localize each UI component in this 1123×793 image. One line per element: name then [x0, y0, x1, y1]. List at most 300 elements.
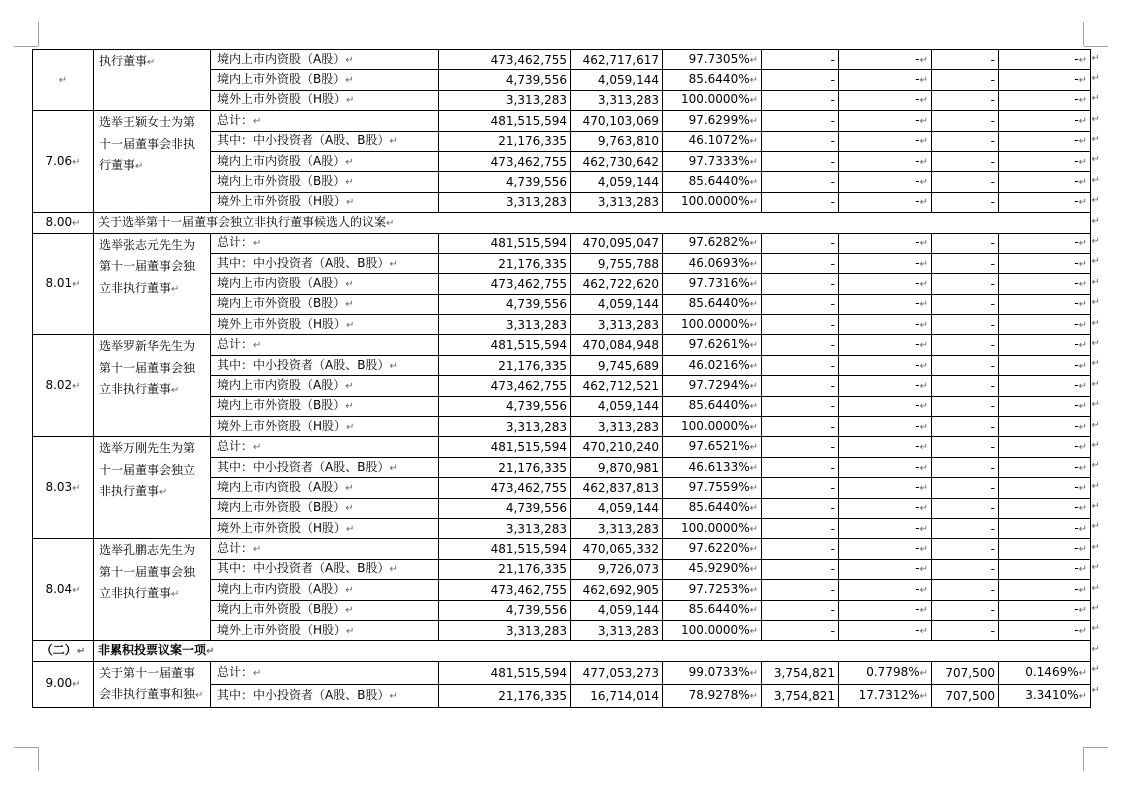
- cell-end-mark: ↵: [919, 115, 928, 127]
- motion-title: 关于选举第十一届董事会独立非执行董事候选人的议案↵: [94, 213, 1091, 233]
- abstain-ratio-cell: -↵: [999, 580, 1091, 600]
- abstain-ratio-cell: -↵: [999, 600, 1091, 620]
- cell-end-mark: ↵: [345, 177, 354, 189]
- cell-end-mark: ↵: [389, 564, 398, 576]
- abstain-ratio-cell: -↵: [999, 315, 1091, 335]
- against-ratio-cell: -↵: [839, 111, 932, 131]
- cell-end-mark: ↵: [749, 197, 758, 209]
- motion-title: 选举万刚先生为第十一届董事会独立非执行董事↵: [94, 437, 211, 539]
- cell-end-mark: ↵: [72, 278, 81, 290]
- for-shares-cell: 3,313,283: [571, 315, 663, 335]
- cell-end-mark: ↵: [919, 54, 928, 66]
- against-ratio-cell: -↵: [839, 90, 932, 110]
- cell-end-mark: ↵: [749, 421, 758, 433]
- against-shares-cell: -: [762, 498, 839, 518]
- against-ratio-cell: -↵: [839, 294, 932, 314]
- against-ratio-cell: -↵: [839, 396, 932, 416]
- for-ratio-cell: 85.6440%↵: [663, 600, 762, 620]
- row-end-mark: ↵: [1091, 52, 1100, 64]
- for-shares-cell: 9,726,073: [571, 559, 663, 579]
- table-row: [33, 335, 1091, 355]
- row-end-mark: ↵: [1091, 399, 1100, 411]
- cell-end-mark: ↵: [147, 57, 156, 68]
- cell-end-mark: ↵: [345, 75, 354, 87]
- cell-end-mark: ↵: [919, 625, 928, 637]
- cell-end-mark: ↵: [135, 161, 144, 173]
- cell-end-mark: ↵: [386, 217, 395, 229]
- for-ratio-cell: 78.9278%↵: [663, 684, 762, 707]
- row-end-mark: ↵: [1091, 439, 1100, 451]
- abstain-shares-cell: -: [932, 498, 999, 518]
- for-ratio-cell: 100.0000%↵: [663, 620, 762, 640]
- crop-mark: [38, 22, 39, 46]
- cell-end-mark: ↵: [919, 564, 928, 576]
- table-row: [33, 233, 1091, 253]
- total-cell: 473,462,755: [439, 478, 571, 498]
- cell-end-mark: ↵: [389, 690, 398, 702]
- cell-end-mark: ↵: [749, 156, 758, 168]
- cell-end-mark: ↵: [253, 238, 262, 250]
- for-shares-cell: 462,730,642: [571, 151, 663, 171]
- against-shares-cell: -: [762, 233, 839, 253]
- cell-end-mark: ↵: [749, 482, 758, 494]
- cell-end-mark: ↵: [749, 401, 758, 413]
- abstain-ratio-cell: -↵: [999, 233, 1091, 253]
- crop-mark: [1083, 22, 1084, 46]
- motion-title: 选举罗新华先生为第十一届董事会独立非执行董事↵: [94, 335, 211, 437]
- against-ratio-cell: -↵: [839, 376, 932, 396]
- cell-end-mark: ↵: [919, 503, 928, 515]
- cell-end-mark: ↵: [345, 380, 354, 392]
- for-ratio-cell: 100.0000%↵: [663, 417, 762, 437]
- row-end-mark: ↵: [1091, 113, 1100, 125]
- abstain-shares-cell: -: [932, 559, 999, 579]
- cell-end-mark: ↵: [1078, 340, 1087, 352]
- against-ratio-cell: -↵: [839, 498, 932, 518]
- against-ratio-cell: -↵: [839, 151, 932, 171]
- against-shares-cell: -: [762, 294, 839, 314]
- against-shares-cell: -: [762, 70, 839, 90]
- abstain-ratio-cell: -↵: [999, 50, 1091, 70]
- abstain-shares-cell: -: [932, 518, 999, 538]
- for-ratio-cell: 46.0216%↵: [663, 355, 762, 375]
- cell-end-mark: ↵: [919, 156, 928, 168]
- cell-end-mark: ↵: [346, 197, 355, 209]
- shareholder-category: 境内上市内资股（A股）↵: [211, 580, 439, 600]
- table-row: [33, 111, 1091, 131]
- against-shares-cell: -: [762, 620, 839, 640]
- abstain-ratio-cell: 3.3410%↵: [999, 684, 1091, 707]
- total-cell: 473,462,755: [439, 376, 571, 396]
- against-shares-cell: -: [762, 518, 839, 538]
- cell-end-mark: ↵: [345, 482, 354, 494]
- shareholder-category: 境内上市内资股（A股）↵: [211, 376, 439, 396]
- against-shares-cell: -: [762, 559, 839, 579]
- for-ratio-cell: 85.6440%↵: [663, 498, 762, 518]
- shareholder-category: 境外上市外资股（H股）↵: [211, 315, 439, 335]
- cell-end-mark: ↵: [919, 523, 928, 535]
- against-shares-cell: -: [762, 315, 839, 335]
- cell-end-mark: ↵: [749, 690, 758, 702]
- total-cell: 4,739,556: [439, 498, 571, 518]
- shareholder-category: 其中：中小投资者（A股、B股）↵: [211, 559, 439, 579]
- motion-number: 8.00↵: [33, 213, 94, 233]
- cell-end-mark: ↵: [346, 95, 355, 107]
- cell-end-mark: ↵: [171, 385, 180, 397]
- cell-end-mark: ↵: [1078, 482, 1087, 494]
- cell-end-mark: ↵: [919, 238, 928, 250]
- table-row: [33, 437, 1091, 457]
- crop-mark: [14, 46, 38, 47]
- cell-end-mark: ↵: [1078, 136, 1087, 148]
- shareholder-category: 境内上市外资股（B股）↵: [211, 600, 439, 620]
- against-shares-cell: -: [762, 151, 839, 171]
- cell-end-mark: ↵: [749, 278, 758, 290]
- total-cell: 3,313,283: [439, 192, 571, 212]
- total-cell: 21,176,335: [439, 355, 571, 375]
- motion-title: 关于第十一届董事会非执行董事和独↵: [94, 661, 211, 707]
- cell-end-mark: ↵: [919, 258, 928, 270]
- total-cell: 481,515,594: [439, 111, 571, 131]
- crop-mark: [14, 747, 38, 748]
- cell-end-mark: ↵: [171, 589, 180, 601]
- cell-end-mark: ↵: [919, 462, 928, 474]
- cell-end-mark: ↵: [253, 115, 262, 127]
- shareholder-category: 其中：中小投资者（A股、B股）↵: [211, 355, 439, 375]
- row-end-mark: ↵: [1091, 664, 1100, 676]
- crop-mark: [1084, 747, 1108, 748]
- abstain-ratio-cell: -↵: [999, 498, 1091, 518]
- cell-end-mark: ↵: [345, 605, 354, 617]
- against-ratio-cell: -↵: [839, 478, 932, 498]
- abstain-shares-cell: -: [932, 315, 999, 335]
- against-shares-cell: -: [762, 457, 839, 477]
- for-ratio-cell: 97.7294%↵: [663, 376, 762, 396]
- against-ratio-cell: -↵: [839, 70, 932, 90]
- abstain-ratio-cell: -↵: [999, 396, 1091, 416]
- abstain-shares-cell: -: [932, 355, 999, 375]
- cell-end-mark: ↵: [749, 380, 758, 392]
- cell-end-mark: ↵: [749, 340, 758, 352]
- cell-end-mark: ↵: [1078, 625, 1087, 637]
- against-shares-cell: -: [762, 580, 839, 600]
- cell-end-mark: ↵: [919, 667, 928, 679]
- abstain-shares-cell: -: [932, 457, 999, 477]
- for-shares-cell: 3,313,283: [571, 192, 663, 212]
- cell-end-mark: ↵: [72, 482, 81, 494]
- for-ratio-cell: 97.7316%↵: [663, 274, 762, 294]
- row-end-mark: ↵: [1091, 276, 1100, 288]
- abstain-shares-cell: -: [932, 376, 999, 396]
- cell-end-mark: ↵: [749, 54, 758, 66]
- row-end-mark: ↵: [1091, 419, 1100, 431]
- cell-end-mark: ↵: [749, 667, 758, 679]
- shareholder-category: 境内上市外资股（B股）↵: [211, 294, 439, 314]
- motion-number: 8.01↵: [33, 233, 94, 335]
- shareholder-category: 境外上市外资股（H股）↵: [211, 518, 439, 538]
- abstain-ratio-cell: -↵: [999, 131, 1091, 151]
- abstain-shares-cell: -: [932, 478, 999, 498]
- row-end-mark: ↵: [1091, 684, 1100, 696]
- row-end-mark: ↵: [1091, 521, 1100, 533]
- cell-end-mark: ↵: [345, 401, 354, 413]
- row-end-mark: ↵: [1091, 154, 1100, 166]
- shareholder-category: 其中：中小投资者（A股、B股）↵: [211, 253, 439, 273]
- shareholder-category: 其中：中小投资者（A股、B股）↵: [211, 457, 439, 477]
- shareholder-category: 其中：中小投资者（A股、B股）↵: [211, 131, 439, 151]
- shareholder-category: 境内上市内资股（A股）↵: [211, 274, 439, 294]
- cell-end-mark: ↵: [346, 625, 355, 637]
- against-shares-cell: 3,754,821: [762, 661, 839, 684]
- row-end-mark: ↵: [1091, 582, 1100, 594]
- voting-results-table: [32, 49, 1091, 708]
- abstain-ratio-cell: -↵: [999, 437, 1091, 457]
- abstain-shares-cell: -: [932, 172, 999, 192]
- row-end-mark: ↵: [1091, 93, 1100, 105]
- cell-end-mark: ↵: [1078, 380, 1087, 392]
- crop-mark: [38, 747, 39, 771]
- cell-end-mark: ↵: [1078, 523, 1087, 535]
- cell-end-mark: ↵: [919, 95, 928, 107]
- abstain-shares-cell: -: [932, 253, 999, 273]
- row-end-mark: ↵: [1091, 256, 1100, 268]
- abstain-shares-cell: -: [932, 151, 999, 171]
- total-cell: 4,739,556: [439, 396, 571, 416]
- cell-end-mark: ↵: [1078, 667, 1087, 679]
- cell-end-mark: ↵: [1078, 299, 1087, 311]
- against-ratio-cell: -↵: [839, 559, 932, 579]
- against-shares-cell: -: [762, 131, 839, 151]
- cell-end-mark: ↵: [171, 283, 180, 295]
- for-shares-cell: 4,059,144: [571, 396, 663, 416]
- for-ratio-cell: 85.6440%↵: [663, 70, 762, 90]
- cell-end-mark: ↵: [345, 584, 354, 596]
- cell-end-mark: ↵: [1078, 421, 1087, 433]
- cell-end-mark: ↵: [346, 421, 355, 433]
- abstain-ratio-cell: -↵: [999, 620, 1091, 640]
- cell-end-mark: ↵: [919, 278, 928, 290]
- cell-end-mark: ↵: [1078, 690, 1087, 702]
- total-cell: 3,313,283: [439, 417, 571, 437]
- for-shares-cell: 4,059,144: [571, 70, 663, 90]
- abstain-shares-cell: -: [932, 539, 999, 559]
- abstain-shares-cell: -: [932, 437, 999, 457]
- abstain-shares-cell: -: [932, 294, 999, 314]
- cell-end-mark: ↵: [749, 564, 758, 576]
- for-shares-cell: 4,059,144: [571, 172, 663, 192]
- cell-end-mark: ↵: [919, 401, 928, 413]
- cell-end-mark: ↵: [749, 238, 758, 250]
- cell-end-mark: ↵: [749, 442, 758, 454]
- against-ratio-cell: -↵: [839, 620, 932, 640]
- cell-end-mark: ↵: [58, 75, 68, 87]
- total-cell: 473,462,755: [439, 580, 571, 600]
- for-ratio-cell: 85.6440%↵: [663, 396, 762, 416]
- row-end-mark: ↵: [1091, 358, 1100, 370]
- cell-end-mark: ↵: [749, 360, 758, 372]
- motion-title: 选举孔鹏志先生为第十一届董事会独立非执行董事↵: [94, 539, 211, 641]
- cell-end-mark: ↵: [919, 197, 928, 209]
- cell-end-mark: ↵: [749, 115, 758, 127]
- cell-end-mark: ↵: [253, 442, 262, 454]
- cell-end-mark: ↵: [253, 667, 262, 679]
- abstain-ratio-cell: -↵: [999, 70, 1091, 90]
- shareholder-category: 总计：↵: [211, 437, 439, 457]
- abstain-shares-cell: -: [932, 131, 999, 151]
- for-ratio-cell: 85.6440%↵: [663, 172, 762, 192]
- against-ratio-cell: 0.7798%↵: [839, 661, 932, 684]
- row-end-mark: ↵: [1091, 501, 1100, 513]
- cell-end-mark: ↵: [919, 544, 928, 556]
- abstain-ratio-cell: -↵: [999, 559, 1091, 579]
- row-end-mark: ↵: [1091, 195, 1100, 207]
- for-ratio-cell: 97.6220%↵: [663, 539, 762, 559]
- abstain-ratio-cell: -↵: [999, 518, 1091, 538]
- abstain-shares-cell: -: [932, 620, 999, 640]
- row-end-mark: ↵: [1091, 317, 1100, 329]
- motion-number: 8.02↵: [33, 335, 94, 437]
- total-cell: 4,739,556: [439, 294, 571, 314]
- cell-end-mark: ↵: [1078, 197, 1087, 209]
- against-ratio-cell: -↵: [839, 335, 932, 355]
- against-shares-cell: -: [762, 172, 839, 192]
- for-shares-cell: 462,717,617: [571, 50, 663, 70]
- row-end-mark: ↵: [1091, 72, 1100, 84]
- against-shares-cell: -: [762, 600, 839, 620]
- for-shares-cell: 16,714,014: [571, 684, 663, 707]
- cell-end-mark: ↵: [206, 646, 215, 658]
- abstain-ratio-cell: -↵: [999, 274, 1091, 294]
- against-ratio-cell: -↵: [839, 417, 932, 437]
- cell-end-mark: ↵: [749, 523, 758, 535]
- total-cell: 481,515,594: [439, 437, 571, 457]
- abstain-ratio-cell: -↵: [999, 172, 1091, 192]
- for-shares-cell: 4,059,144: [571, 498, 663, 518]
- against-shares-cell: -: [762, 192, 839, 212]
- for-shares-cell: 462,837,813: [571, 478, 663, 498]
- against-ratio-cell: -↵: [839, 172, 932, 192]
- cell-end-mark: ↵: [1078, 503, 1087, 515]
- against-shares-cell: -: [762, 376, 839, 396]
- cell-end-mark: ↵: [749, 503, 758, 515]
- abstain-shares-cell: 707,500: [932, 684, 999, 707]
- shareholder-category: 境外上市外资股（H股）↵: [211, 192, 439, 212]
- cell-end-mark: ↵: [389, 360, 398, 372]
- cell-end-mark: ↵: [1078, 401, 1087, 413]
- row-end-mark: ↵: [1091, 337, 1100, 349]
- cell-end-mark: ↵: [749, 625, 758, 637]
- cell-end-mark: ↵: [159, 487, 168, 499]
- abstain-shares-cell: -: [932, 335, 999, 355]
- cell-end-mark: ↵: [919, 482, 928, 494]
- abstain-ratio-cell: -↵: [999, 355, 1091, 375]
- abstain-ratio-cell: -↵: [999, 539, 1091, 559]
- against-shares-cell: -: [762, 335, 839, 355]
- abstain-ratio-cell: -↵: [999, 335, 1091, 355]
- row-end-mark: ↵: [1091, 297, 1100, 309]
- for-ratio-cell: 46.6133%↵: [663, 457, 762, 477]
- against-ratio-cell: -↵: [839, 600, 932, 620]
- cell-end-mark: ↵: [1078, 442, 1087, 454]
- cell-end-mark: ↵: [1078, 584, 1087, 596]
- against-shares-cell: -: [762, 437, 839, 457]
- cell-end-mark: ↵: [72, 156, 81, 168]
- abstain-shares-cell: -: [932, 233, 999, 253]
- total-cell: 21,176,335: [439, 559, 571, 579]
- cell-end-mark: ↵: [345, 278, 354, 290]
- cell-end-mark: ↵: [72, 217, 81, 229]
- cell-end-mark: ↵: [389, 462, 398, 474]
- row-end-mark: ↵: [1091, 236, 1100, 248]
- shareholder-category: 境内上市外资股（B股）↵: [211, 172, 439, 192]
- cell-end-mark: ↵: [919, 319, 928, 331]
- abstain-ratio-cell: 0.1469%↵: [999, 661, 1091, 684]
- cell-end-mark: ↵: [1078, 238, 1087, 250]
- shareholder-category: 境内上市外资股（B股）↵: [211, 396, 439, 416]
- motion-title: 执行董事↵: [94, 50, 211, 111]
- abstain-shares-cell: -: [932, 90, 999, 110]
- total-cell: 3,313,283: [439, 620, 571, 640]
- shareholder-category: 总计：↵: [211, 539, 439, 559]
- for-ratio-cell: 85.6440%↵: [663, 294, 762, 314]
- crop-mark: [1083, 747, 1084, 771]
- cell-end-mark: ↵: [72, 584, 81, 596]
- for-shares-cell: 3,313,283: [571, 417, 663, 437]
- for-shares-cell: 9,745,689: [571, 355, 663, 375]
- motion-title: 选举张志元先生为第十一届董事会独立非执行董事↵: [94, 233, 211, 335]
- cell-end-mark: ↵: [919, 360, 928, 372]
- for-shares-cell: 9,763,810: [571, 131, 663, 151]
- for-shares-cell: 477,053,273: [571, 661, 663, 684]
- abstain-ratio-cell: -↵: [999, 90, 1091, 110]
- against-shares-cell: -: [762, 50, 839, 70]
- motion-number: （二）↵: [33, 641, 94, 661]
- total-cell: 481,515,594: [439, 539, 571, 559]
- shareholder-category: 其中：中小投资者（A股、B股）↵: [211, 684, 439, 707]
- abstain-ratio-cell: -↵: [999, 192, 1091, 212]
- shareholder-category: 境内上市外资股（B股）↵: [211, 70, 439, 90]
- abstain-ratio-cell: -↵: [999, 376, 1091, 396]
- total-cell: 4,739,556: [439, 70, 571, 90]
- cell-end-mark: ↵: [749, 544, 758, 556]
- total-cell: 4,739,556: [439, 172, 571, 192]
- shareholder-category: 总计：↵: [211, 233, 439, 253]
- for-shares-cell: 462,692,905: [571, 580, 663, 600]
- abstain-shares-cell: -: [932, 274, 999, 294]
- cell-end-mark: ↵: [1078, 95, 1087, 107]
- total-cell: 481,515,594: [439, 661, 571, 684]
- cell-end-mark: ↵: [1078, 544, 1087, 556]
- cell-end-mark: ↵: [919, 177, 928, 189]
- for-ratio-cell: 100.0000%↵: [663, 518, 762, 538]
- for-ratio-cell: 97.7305%↵: [663, 50, 762, 70]
- abstain-shares-cell: 707,500: [932, 661, 999, 684]
- for-ratio-cell: 46.0693%↵: [663, 253, 762, 273]
- total-cell: 21,176,335: [439, 131, 571, 151]
- shareholder-category: 境内上市内资股（A股）↵: [211, 478, 439, 498]
- total-cell: 21,176,335: [439, 253, 571, 273]
- against-shares-cell: -: [762, 417, 839, 437]
- row-end-mark: ↵: [1091, 174, 1100, 186]
- shareholder-category: 境外上市外资股（H股）↵: [211, 90, 439, 110]
- cell-end-mark: ↵: [919, 136, 928, 148]
- for-shares-cell: 3,313,283: [571, 518, 663, 538]
- cell-end-mark: ↵: [72, 679, 81, 691]
- motion-number: 8.04↵: [33, 539, 94, 641]
- for-ratio-cell: 97.7253%↵: [663, 580, 762, 600]
- against-shares-cell: -: [762, 355, 839, 375]
- shareholder-category: 境内上市内资股（A股）↵: [211, 151, 439, 171]
